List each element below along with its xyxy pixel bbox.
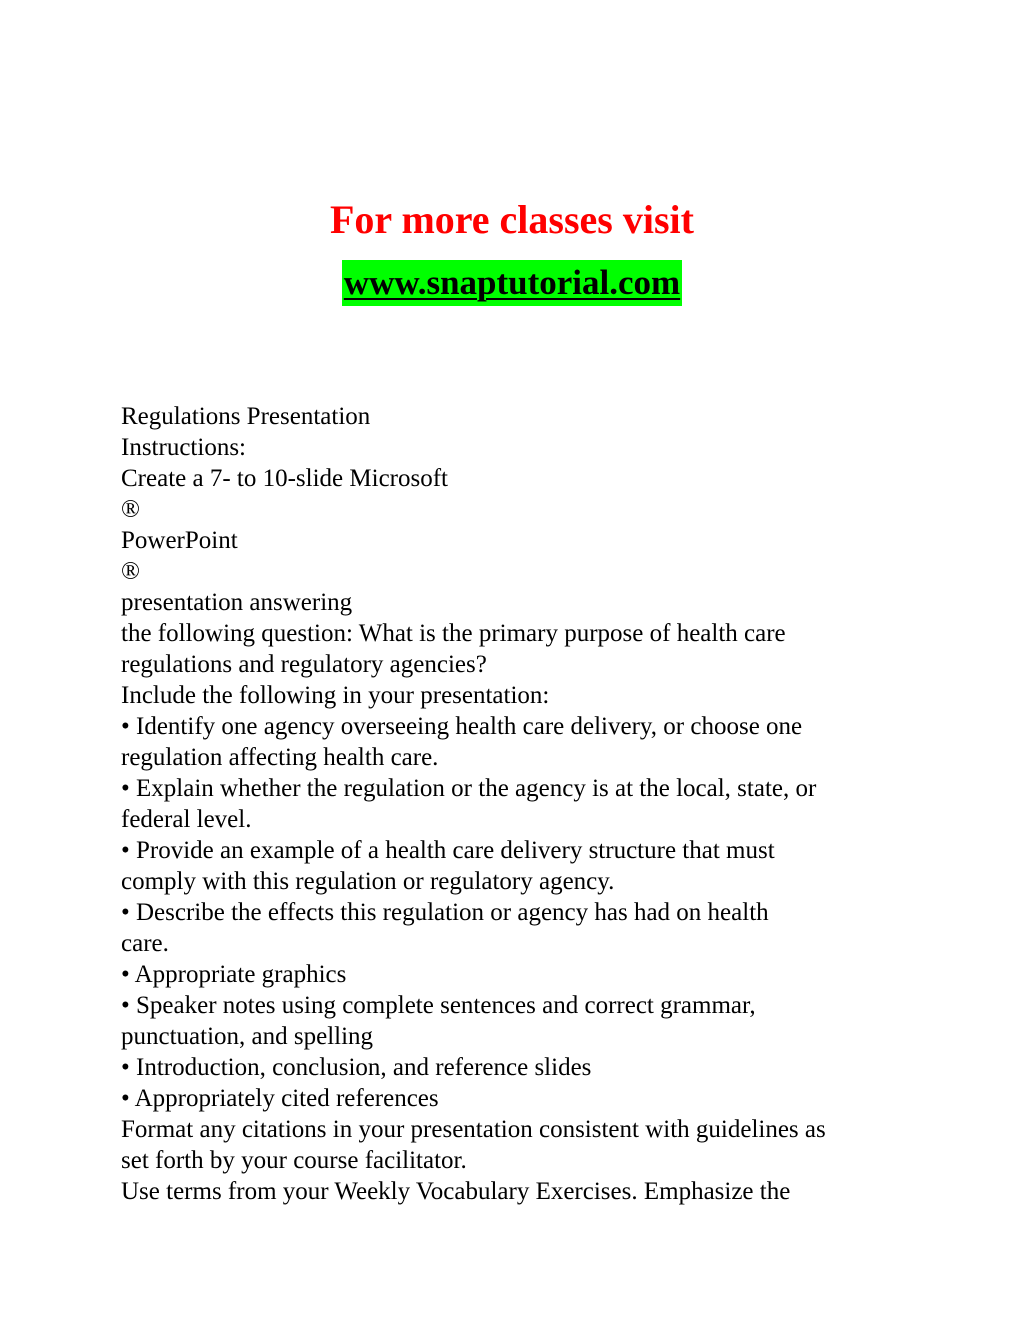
body-line: Include the following in your presentation: xyxy=(121,682,550,709)
body-line: regulation affecting health care. xyxy=(121,744,439,771)
promo-header xyxy=(0,194,1024,306)
body-line: the following question: What is the primary purpose of health care xyxy=(121,620,786,647)
body-line: Regulations Presentation xyxy=(121,403,371,430)
promo-link-wrapper xyxy=(0,260,1024,306)
body-line: punctuation, and spelling xyxy=(121,1023,374,1050)
body-line: comply with this regulation or regulatory agency. xyxy=(121,868,615,895)
body-line: Create a 7- to 10-slide Microsoft xyxy=(121,465,448,492)
body-line: care. xyxy=(121,930,169,957)
promo-link[interactable]: www.snaptutorial.com xyxy=(342,260,682,306)
bullet-line: • Describe the effects this regulation or agency has had on health xyxy=(121,899,769,926)
bullet-line: • Identify one agency overseeing health care delivery, or choose one xyxy=(121,713,803,740)
body-line: federal level. xyxy=(121,806,252,833)
body-line: set forth by your course facilitator. xyxy=(121,1147,467,1174)
bullet-line: • Appropriately cited references xyxy=(121,1085,439,1112)
bullet-line: • Explain whether the regulation or the agency is at the local, state, or xyxy=(121,775,817,802)
bullet-line: • Provide an example of a health care delivery structure that must xyxy=(121,837,775,864)
bullet-line: • Introduction, conclusion, and reference slides xyxy=(121,1054,592,1081)
assignment-body xyxy=(121,401,901,1207)
body-line: ® xyxy=(121,496,140,523)
body-line: regulations and regulatory agencies? xyxy=(121,651,487,678)
body-line: presentation answering xyxy=(121,589,353,616)
bullet-line: • Speaker notes using complete sentences and correct grammar, xyxy=(121,992,756,1019)
body-line: Format any citations in your presentation consistent with guidelines as xyxy=(121,1116,826,1143)
body-line: PowerPoint xyxy=(121,527,238,554)
bullet-line: • Appropriate graphics xyxy=(121,961,347,988)
body-line: ® xyxy=(121,558,140,585)
promo-title: For more classes visit xyxy=(329,197,694,242)
body-line: Instructions: xyxy=(121,434,246,461)
body-line: Use terms from your Weekly Vocabulary Exercises. Emphasize the xyxy=(121,1178,791,1205)
